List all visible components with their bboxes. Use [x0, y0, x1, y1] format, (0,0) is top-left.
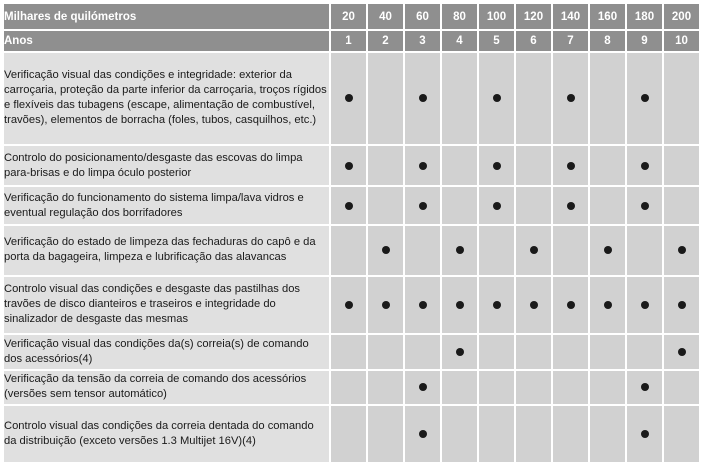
km-value: 160	[590, 4, 625, 29]
interval-cell	[590, 371, 625, 404]
interval-cell	[442, 187, 477, 223]
dot-icon	[641, 162, 649, 170]
dot-icon	[567, 202, 575, 210]
dot-icon	[641, 430, 649, 438]
task-description: Verificação do estado de limpeza das fechaduras do capô e da porta da bagageira, limpeza e lubrificação das alavancas	[4, 226, 329, 275]
dot-icon	[567, 301, 575, 309]
dot-icon	[567, 162, 575, 170]
dot-icon	[419, 430, 427, 438]
interval-cell	[664, 371, 699, 404]
km-header-label: Milhares de quilómetros	[4, 4, 329, 29]
interval-cell	[590, 406, 625, 462]
interval-cell	[479, 406, 514, 462]
dot-icon	[530, 301, 538, 309]
km-value: 200	[664, 4, 699, 29]
year-value: 8	[590, 31, 625, 50]
year-value: 4	[442, 31, 477, 50]
dot-icon	[567, 94, 575, 102]
interval-cell	[590, 53, 625, 144]
dot-icon	[641, 202, 649, 210]
dot-icon	[456, 246, 464, 254]
interval-cell	[368, 277, 403, 334]
dot-icon	[678, 246, 686, 254]
interval-cell	[479, 277, 514, 334]
dot-icon	[530, 246, 538, 254]
km-value: 40	[368, 4, 403, 29]
table-row	[4, 226, 699, 275]
interval-cell	[590, 187, 625, 223]
interval-cell	[664, 226, 699, 275]
table-row	[4, 146, 699, 186]
interval-cell	[627, 371, 662, 404]
interval-cell	[664, 406, 699, 462]
year-value: 3	[405, 31, 440, 50]
interval-cell	[442, 406, 477, 462]
interval-cell	[516, 146, 551, 186]
interval-cell	[516, 371, 551, 404]
interval-cell	[553, 406, 588, 462]
interval-cell	[331, 371, 366, 404]
task-description: Verificação da tensão da correia de comando dos acessórios (versões sem tensor automático)	[4, 371, 329, 404]
interval-cell	[479, 335, 514, 368]
interval-cell	[664, 187, 699, 223]
interval-cell	[479, 226, 514, 275]
interval-cell	[331, 53, 366, 144]
km-value: 60	[405, 4, 440, 29]
interval-cell	[442, 277, 477, 334]
table-row	[4, 53, 699, 144]
km-value: 20	[331, 4, 366, 29]
interval-cell	[590, 146, 625, 186]
header-row-years	[4, 31, 699, 50]
interval-cell	[405, 226, 440, 275]
interval-cell	[405, 277, 440, 334]
dot-icon	[419, 94, 427, 102]
interval-cell	[553, 277, 588, 334]
dot-icon	[345, 202, 353, 210]
interval-cell	[516, 226, 551, 275]
dot-icon	[382, 246, 390, 254]
interval-cell	[553, 371, 588, 404]
interval-cell	[479, 187, 514, 223]
dot-icon	[345, 162, 353, 170]
interval-cell	[405, 187, 440, 223]
dot-icon	[641, 94, 649, 102]
interval-cell	[405, 53, 440, 144]
interval-cell	[627, 146, 662, 186]
maintenance-schedule-table	[2, 2, 701, 464]
year-value: 6	[516, 31, 551, 50]
interval-cell	[590, 277, 625, 334]
dot-icon	[419, 383, 427, 391]
dot-icon	[604, 246, 612, 254]
table-row	[4, 406, 699, 462]
interval-cell	[331, 226, 366, 275]
interval-cell	[405, 335, 440, 368]
dot-icon	[419, 301, 427, 309]
task-description: Controlo do posicionamento/desgaste das escovas do limpa para-brisas e do limpa óculo posterior	[4, 146, 329, 186]
dot-icon	[419, 202, 427, 210]
interval-cell	[479, 146, 514, 186]
year-value: 7	[553, 31, 588, 50]
interval-cell	[331, 146, 366, 186]
km-value: 140	[553, 4, 588, 29]
km-value: 100	[479, 4, 514, 29]
interval-cell	[664, 146, 699, 186]
dot-icon	[456, 301, 464, 309]
header-row-km	[4, 4, 699, 29]
table-row	[4, 187, 699, 223]
task-description: Verificação do funcionamento do sistema limpa/lava vidros e eventual regulação dos borrifadores	[4, 187, 329, 223]
dot-icon	[456, 348, 464, 356]
interval-cell	[590, 335, 625, 368]
years-header-label: Anos	[4, 31, 329, 50]
interval-cell	[368, 335, 403, 368]
interval-cell	[516, 335, 551, 368]
year-value: 10	[664, 31, 699, 50]
km-value: 180	[627, 4, 662, 29]
dot-icon	[345, 301, 353, 309]
interval-cell	[442, 371, 477, 404]
table-row	[4, 371, 699, 404]
dot-icon	[641, 301, 649, 309]
interval-cell	[553, 187, 588, 223]
interval-cell	[627, 187, 662, 223]
interval-cell	[627, 406, 662, 462]
interval-cell	[442, 53, 477, 144]
interval-cell	[442, 335, 477, 368]
interval-cell	[627, 226, 662, 275]
dot-icon	[493, 94, 501, 102]
task-description: Controlo visual das condições da correia dentada do comando da distribuição (exceto versões 1.3 Multijet 16V)(4)	[4, 406, 329, 462]
km-value: 80	[442, 4, 477, 29]
interval-cell	[479, 53, 514, 144]
interval-cell	[331, 187, 366, 223]
interval-cell	[553, 53, 588, 144]
interval-cell	[331, 335, 366, 368]
interval-cell	[442, 226, 477, 275]
interval-cell	[368, 406, 403, 462]
interval-cell	[516, 406, 551, 462]
interval-cell	[479, 371, 514, 404]
interval-cell	[516, 53, 551, 144]
year-value: 1	[331, 31, 366, 50]
interval-cell	[664, 53, 699, 144]
interval-cell	[405, 146, 440, 186]
dot-icon	[419, 162, 427, 170]
interval-cell	[442, 146, 477, 186]
dot-icon	[382, 301, 390, 309]
interval-cell	[516, 277, 551, 334]
dot-icon	[493, 301, 501, 309]
interval-cell	[368, 53, 403, 144]
interval-cell	[553, 335, 588, 368]
dot-icon	[678, 348, 686, 356]
interval-cell	[553, 146, 588, 186]
task-description: Verificação visual das condições e integridade: exterior da carroçaria, proteção da parte inferior da carroçaria, troços rígidos e flexíveis das tubagens (escape, alimentação de combustível, travões), elementos de borracha (foles, tubos, casquilhos, etc.)	[4, 53, 329, 144]
interval-cell	[368, 371, 403, 404]
year-value: 5	[479, 31, 514, 50]
interval-cell	[627, 335, 662, 368]
table-row	[4, 277, 699, 334]
interval-cell	[664, 277, 699, 334]
interval-cell	[405, 371, 440, 404]
dot-icon	[345, 94, 353, 102]
interval-cell	[590, 226, 625, 275]
task-description: Controlo visual das condições e desgaste das pastilhas dos travões de disco dianteiros e traseiros e integridade do sinalizador de desgaste das mesmas	[4, 277, 329, 334]
interval-cell	[331, 406, 366, 462]
interval-cell	[516, 187, 551, 223]
interval-cell	[405, 406, 440, 462]
interval-cell	[331, 277, 366, 334]
year-value: 2	[368, 31, 403, 50]
km-value: 120	[516, 4, 551, 29]
interval-cell	[627, 277, 662, 334]
interval-cell	[627, 53, 662, 144]
task-description: Verificação visual das condições da(s) correia(s) de comando dos acessórios(4)	[4, 335, 329, 368]
interval-cell	[553, 226, 588, 275]
table-row	[4, 335, 699, 368]
interval-cell	[368, 146, 403, 186]
dot-icon	[678, 301, 686, 309]
interval-cell	[664, 335, 699, 368]
dot-icon	[604, 301, 612, 309]
table-body	[4, 4, 699, 462]
interval-cell	[368, 226, 403, 275]
dot-icon	[493, 162, 501, 170]
year-value: 9	[627, 31, 662, 50]
interval-cell	[368, 187, 403, 223]
dot-icon	[493, 202, 501, 210]
dot-icon	[641, 383, 649, 391]
